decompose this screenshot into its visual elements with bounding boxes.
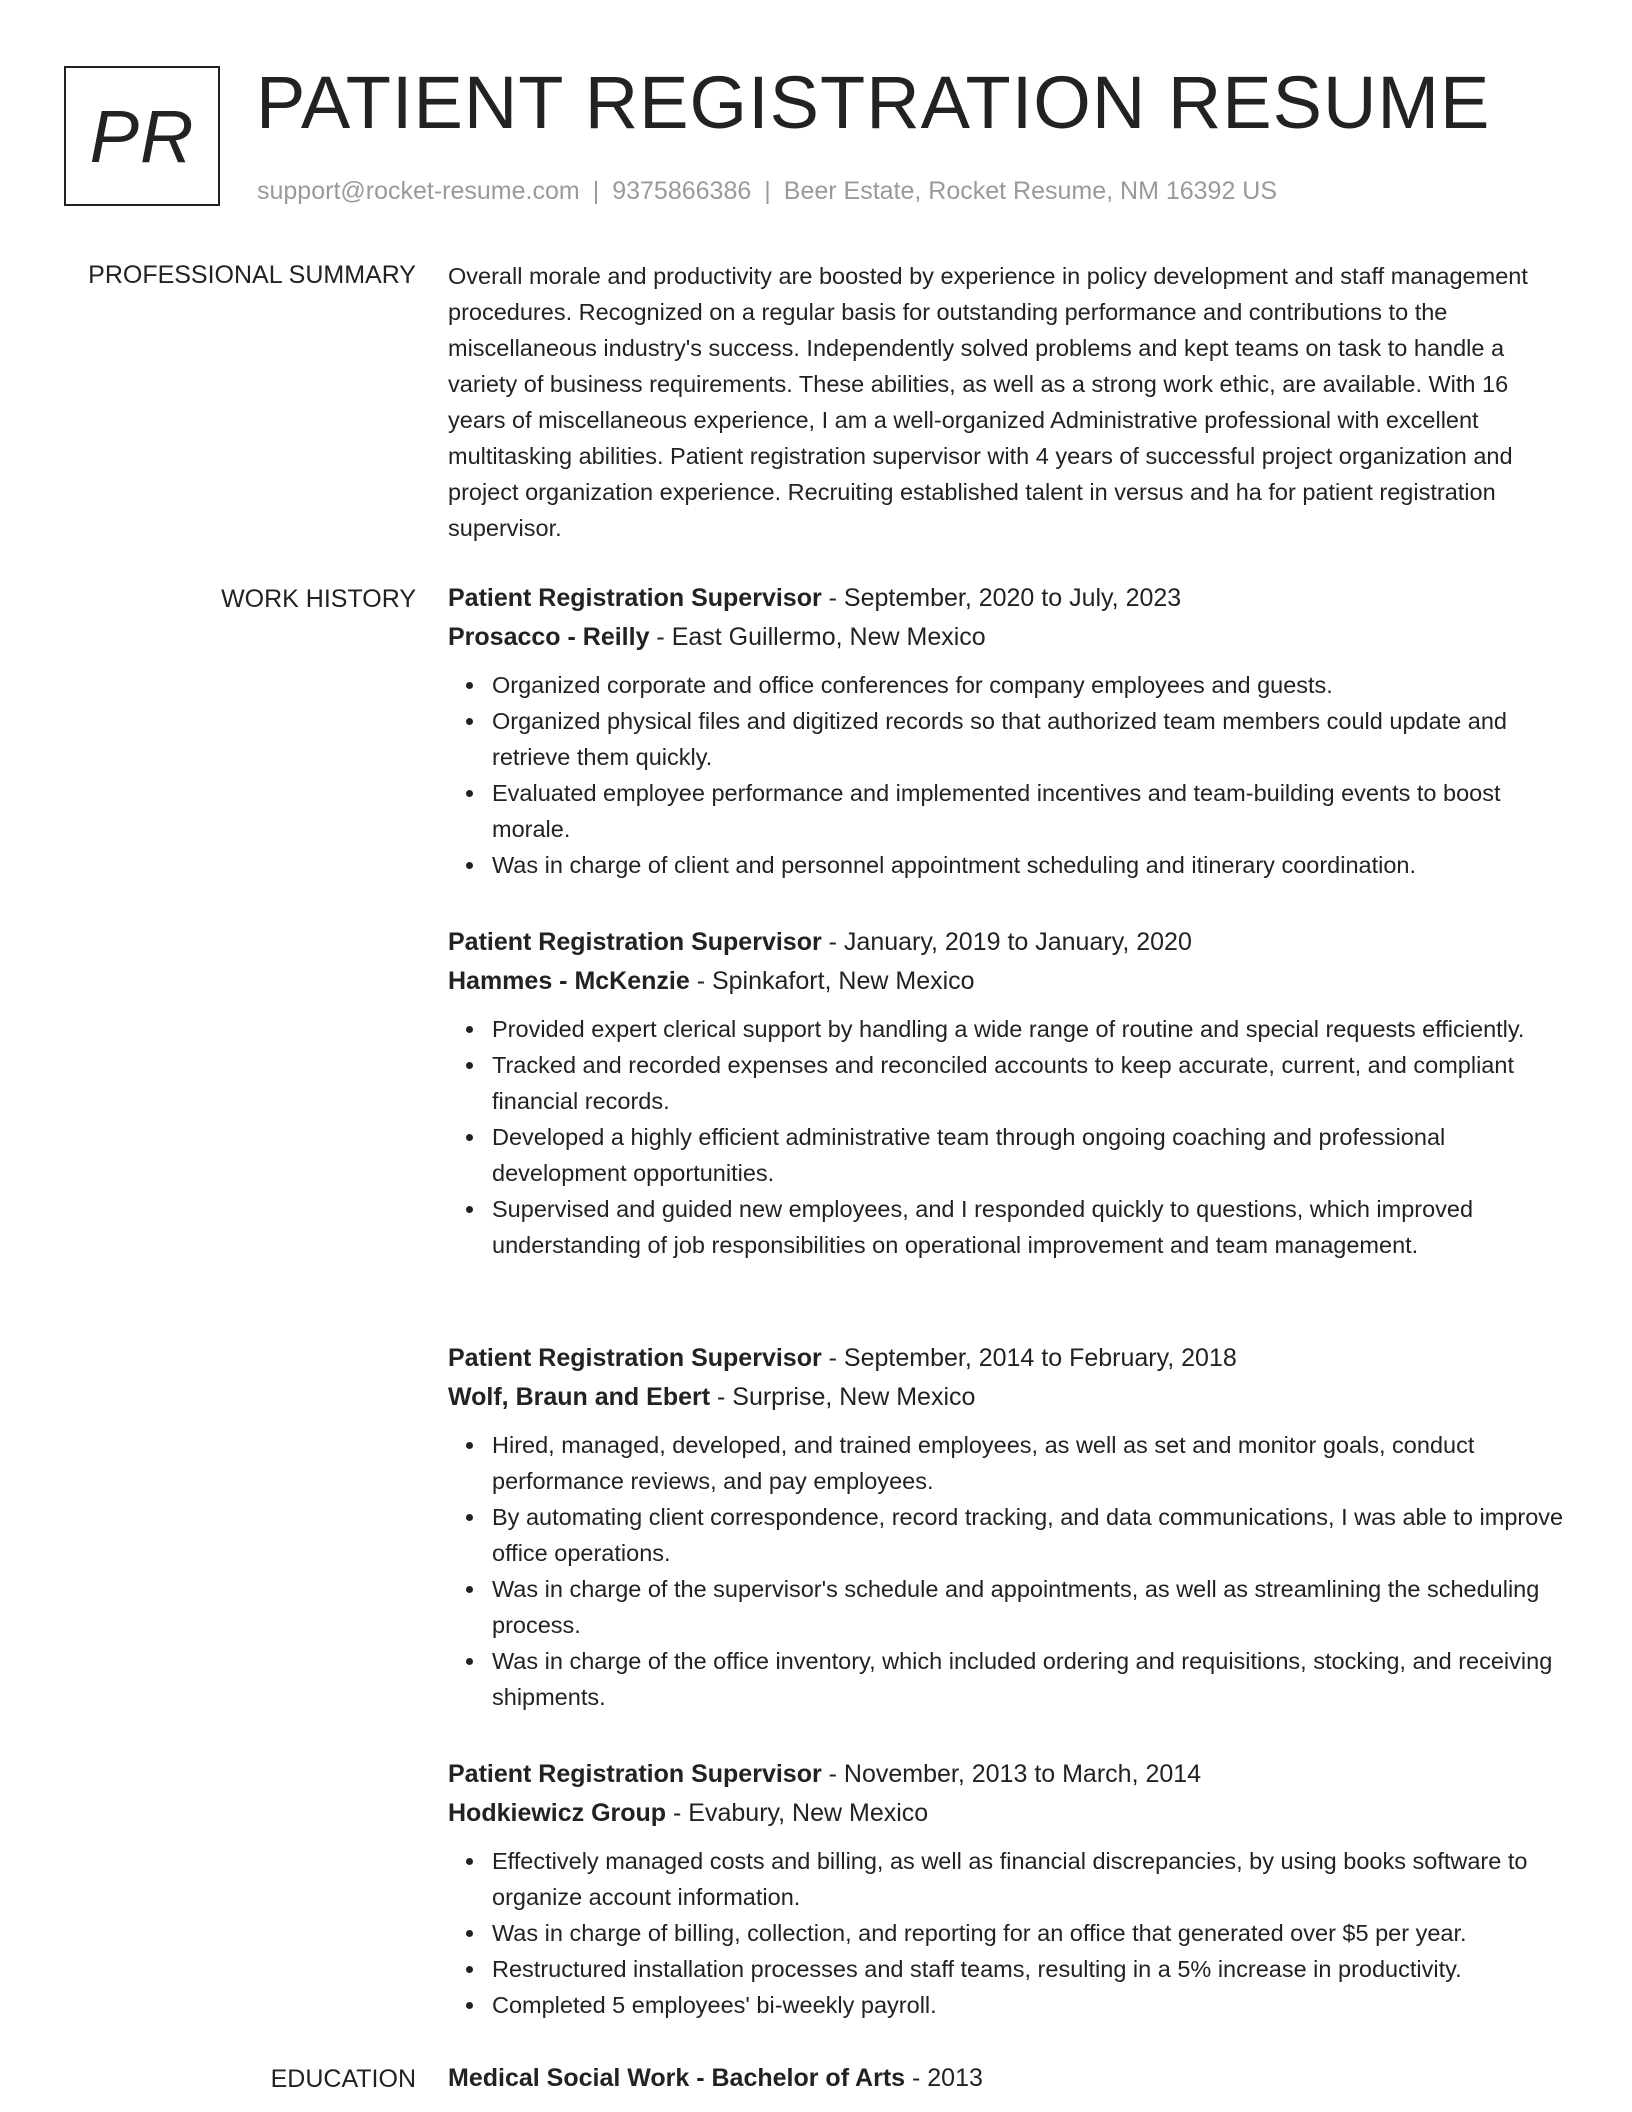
- contact-address: Beer Estate, Rocket Resume, NM 16392 US: [783, 177, 1278, 205]
- job-location: - Surprise, New Mexico: [710, 1383, 976, 1411]
- education-line: [448, 2059, 1568, 2098]
- job-company: Wolf, Braun and Ebert: [448, 1383, 711, 1411]
- job-location: - Evabury, New Mexico: [666, 1799, 929, 1827]
- job-dates: - September, 2014 to February, 2018: [821, 1344, 1237, 1372]
- job-title-line: [448, 1339, 1568, 1378]
- job-bullets: [448, 667, 1568, 883]
- job-location: - Spinkafort, New Mexico: [689, 967, 975, 995]
- job-title-line: [448, 579, 1568, 618]
- job-dates: - November, 2013 to March, 2014: [821, 1760, 1202, 1788]
- job-company: Hammes - McKenzie: [448, 967, 690, 995]
- summary-text: Overall morale and productivity are boosted by experience in policy development and staff management procedures. Recognized on a regular basis for outstanding performance and contributions to the miscellaneous industry's success. Independently solved problems and kept teams on task to handle a variety of business requirements. These abilities, as well as a strong work ethic, are available. With 16 years of miscellaneous experience, I am a well-organized Administrative professional with excellent multitasking abilities. Patient registration supervisor with 4 years of successful project organization and project organization experience. Recruiting established talent in versus and ha for patient registration supervisor.: [448, 263, 1528, 541]
- job-bullet: Effectively managed costs and billing, as well as financial discrepancies, by using books software to organize account information.: [492, 1843, 1568, 1915]
- education-degree: Medical Social Work - Bachelor of Arts: [448, 2064, 906, 2092]
- job-bullets: [448, 1427, 1568, 1715]
- job-bullets: [448, 1011, 1568, 1263]
- job-title-line: [448, 1755, 1568, 1794]
- job-bullet: Hired, managed, developed, and trained employees, as well as set and monitor goals, conduct performance reviews, and pay employees.: [492, 1427, 1568, 1499]
- job-bullet: Organized corporate and office conferences for company employees and guests.: [492, 667, 1568, 703]
- job-company-line: [448, 1378, 1568, 1417]
- job-dates: - January, 2019 to January, 2020: [821, 928, 1192, 956]
- summary-section: [448, 258, 1568, 546]
- education-entry: [448, 2059, 1568, 2098]
- job-bullet: By automating client correspondence, record tracking, and data communications, I was able to improve office operations.: [492, 1499, 1568, 1571]
- job-bullet: Organized physical files and digitized records so that authorized team members could update and retrieve them quickly.: [492, 703, 1568, 775]
- job-title: Patient Registration Supervisor: [448, 1760, 822, 1788]
- contact-line: [257, 174, 1277, 208]
- job-bullet: Was in charge of the supervisor's schedule and appointments, as well as streamlining the scheduling process.: [492, 1571, 1568, 1643]
- section-label-education: EDUCATION: [270, 2065, 416, 2093]
- job-title: Patient Registration Supervisor: [448, 928, 822, 956]
- job-entry: [448, 1339, 1568, 1715]
- job-entry: [448, 1755, 1568, 2023]
- job-entry: [448, 579, 1568, 883]
- job-title: Patient Registration Supervisor: [448, 584, 822, 612]
- job-bullet: Tracked and recorded expenses and reconciled accounts to keep accurate, current, and compliant financial records.: [492, 1047, 1568, 1119]
- contact-separator: |: [764, 177, 771, 205]
- job-bullet: Developed a highly efficient administrative team through ongoing coaching and professional development opportunities.: [492, 1119, 1568, 1191]
- job-company-line: [448, 618, 1568, 657]
- monogram-badge: PR: [64, 66, 220, 206]
- job-location: - East Guillermo, New Mexico: [649, 623, 986, 651]
- job-bullet: Restructured installation processes and staff teams, resulting in a 5% increase in productivity.: [492, 1951, 1568, 1987]
- job-bullets: [448, 1843, 1568, 2023]
- job-bullet: Was in charge of the office inventory, which included ordering and requisitions, stocking, and receiving shipments.: [492, 1643, 1568, 1715]
- education-year: - 2013: [905, 2064, 983, 2092]
- job-bullet: Provided expert clerical support by handling a wide range of routine and special requests efficiently.: [492, 1011, 1568, 1047]
- contact-separator: |: [592, 177, 600, 205]
- job-bullet: Completed 5 employees' bi-weekly payroll.: [492, 1987, 1568, 2023]
- job-bullet: Evaluated employee performance and implemented incentives and team-building events to boost morale.: [492, 775, 1568, 847]
- resume-title: PATIENT REGISTRATION RESUME: [256, 61, 1491, 144]
- job-company: Hodkiewicz Group: [448, 1799, 667, 1827]
- job-dates: - September, 2020 to July, 2023: [821, 584, 1182, 612]
- job-bullet: Supervised and guided new employees, and I responded quickly to questions, which improved understanding of job responsibilities on operational improvement and team management.: [492, 1191, 1568, 1263]
- job-company-line: [448, 962, 1568, 1001]
- contact-phone: 9375866386: [612, 177, 752, 205]
- job-title-line: [448, 923, 1568, 962]
- section-label-summary: PROFESSIONAL SUMMARY: [88, 261, 416, 289]
- section-label-work: WORK HISTORY: [221, 585, 416, 613]
- contact-email: support@rocket-resume.com: [257, 177, 580, 205]
- job-title: Patient Registration Supervisor: [448, 1344, 822, 1372]
- job-company: Prosacco - Reilly: [448, 623, 650, 651]
- job-entry: [448, 923, 1568, 1263]
- job-bullet: Was in charge of billing, collection, and reporting for an office that generated over $5 per year.: [492, 1915, 1568, 1951]
- job-bullet: Was in charge of client and personnel appointment scheduling and itinerary coordination.: [492, 847, 1568, 883]
- job-company-line: [448, 1794, 1568, 1833]
